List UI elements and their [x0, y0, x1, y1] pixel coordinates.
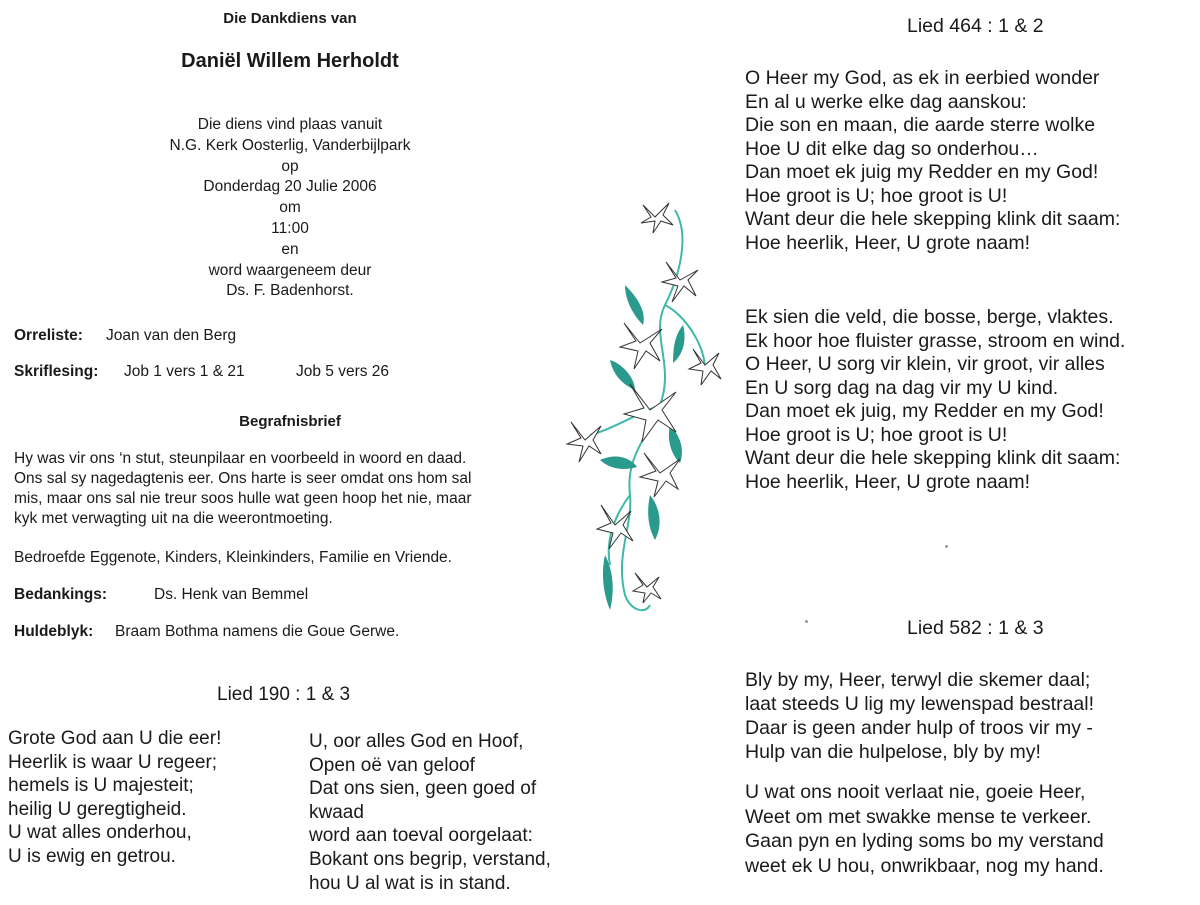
verse-line: Weet om met swakke mense te verkeer. [745, 805, 1092, 828]
obituary-line: Hy was vir ons ‘n stut, steunpilaar en voorbeeld in woord en daad. [14, 450, 467, 467]
verse-line: hou U al wat is in stand. [309, 872, 511, 894]
verse-line: hemels is U majesteit; [8, 775, 194, 797]
reading-label: Skriflesing: [14, 363, 99, 380]
verse-line: Hulp van die hulpelose, bly by my! [745, 741, 1041, 763]
verse-line: U wat ons nooit verlaat nie, goeie Heer, [745, 781, 1086, 803]
paper-speck [805, 620, 808, 623]
verse-line: U is ewig en getrou. [8, 845, 176, 867]
verse-line: Heerlik is waar U regeer; [8, 751, 218, 773]
reading-value-1: Job 1 vers 1 & 21 [124, 363, 245, 380]
verse-line: Bokant ons begrip, verstand, [309, 848, 551, 870]
organist-label: Orreliste: [14, 327, 83, 344]
lied-190-title: Lied 190 : 1 & 3 [217, 684, 351, 705]
verse-line: Open oë van geloof [309, 754, 475, 776]
organist-row [14, 327, 236, 345]
verse-line: Dat ons sien, geen goed of [309, 778, 537, 800]
service-subtitle: Die Dankdiens van [223, 10, 357, 27]
lied-464-title: Lied 464 : 1 & 2 [907, 15, 1044, 37]
thanks-label: Bedankings: [14, 586, 108, 603]
verse-line: Hoe U dit elke dag so onderhou… [745, 137, 1039, 160]
lied-190-verse-1 [8, 727, 221, 869]
verse-line: U, oor alles God en Hoof, [309, 731, 524, 752]
verse-line: kwaad [309, 801, 364, 823]
lied-582-verse-3 [745, 780, 1104, 878]
service-line: word waargeneem deur [208, 261, 372, 279]
lied-464-verse-2 [745, 306, 1125, 494]
organist-value: Joan van den Berg [106, 327, 237, 344]
lied-582-verse-1 [745, 668, 1094, 764]
verse-line: word aan toeval oorgelaat: [309, 825, 533, 847]
verse-line: Die son en maan, die aarde sterre wolke [745, 114, 1096, 136]
obituary-line: Ons sal sy nagedagtenis eer. Ons harte is seer omdat ons hom sal [14, 470, 472, 487]
verse-line: Ek sien die veld, die bosse, berge, vlaktes. [745, 306, 1114, 328]
lied-582-title: Lied 582 : 1 & 3 [907, 617, 1044, 639]
verse-line: Dan moet ek juig my Redder en my God! [745, 161, 1099, 183]
obituary-line: kyk met verwagting uit na die weerontmoeting. [14, 510, 333, 527]
tribute-label: Huldeblyk: [14, 623, 94, 640]
verse-line: Bly by my, Heer, terwyl die skemer daal; [745, 669, 1091, 691]
service-line: Ds. F. Badenhorst. [226, 282, 354, 300]
verse-line: En U sorg dag na dag vir my U kind. [745, 376, 1059, 399]
lied-190-verse-3 [309, 730, 551, 895]
verse-line: Hoe heerlik, Heer, U grote naam! [745, 470, 1031, 493]
verse-line: Daar is geen ander hulp of troos vir my - [745, 717, 1093, 739]
verse-line: weet ek U hou, onwrikbaar, nog my hand. [745, 854, 1104, 877]
verse-line: heilig U geregtigheid. [8, 798, 187, 820]
verse-line: Grote God aan U die eer! [8, 728, 222, 749]
obituary-text [14, 449, 554, 529]
thanks-value: Ds. Henk van Bemmel [154, 586, 309, 603]
verse-line: Hoe groot is U; hoe groot is U! [745, 423, 1008, 446]
paper-speck [945, 545, 948, 548]
service-line: Donderdag 20 Julie 2006 [203, 178, 377, 196]
tribute-value: Braam Bothma namens die Goue Gerwe. [115, 623, 400, 640]
service-details [90, 115, 490, 302]
service-line: op [281, 157, 299, 175]
verse-line: Want deur die hele skepping klink dit saam: [745, 447, 1121, 469]
family-line: Bedroefde Eggenote, Kinders, Kleinkinders, Familie en Vriende. [14, 549, 452, 566]
lied-464-verse-1 [745, 67, 1120, 255]
verse-line: En al u werke elke dag aanskou: [745, 90, 1027, 113]
obituary-title: Begrafnisbrief [239, 413, 341, 430]
verse-line: Want deur die hele skepping klink dit saam: [745, 208, 1121, 230]
service-line: 11:00 [271, 219, 309, 237]
deceased-name: Daniël Willem Herholdt [181, 50, 399, 72]
verse-line: Dan moet ek juig, my Redder en my God! [745, 400, 1104, 422]
service-line: N.G. Kerk Oosterlig, Vanderbijlpark [169, 136, 411, 154]
reading-value-2: Job 5 vers 26 [296, 363, 390, 380]
service-line: om [279, 199, 301, 217]
verse-line: U wat alles onderhou, [8, 822, 192, 844]
verse-line: Hoe heerlik, Heer, U grote naam! [745, 231, 1031, 254]
verse-line: O Heer my God, as ek in eerbied wonder [745, 67, 1100, 89]
verse-line: laat steeds U lig my lewenspad bestraal! [745, 693, 1095, 715]
tribute-row [14, 623, 399, 641]
thanks-row [14, 586, 308, 604]
verse-line: Gaan pyn en lyding soms bo my verstand [745, 830, 1104, 852]
verse-line: Hoe groot is U; hoe groot is U! [745, 184, 1008, 207]
service-line: Die diens vind plaas vanuit [197, 116, 383, 133]
verse-line: Ek hoor hoe fluister grasse, stroom en wind. [745, 329, 1126, 352]
verse-line: O Heer, U sorg vir klein, vir groot, vir alles [745, 353, 1105, 375]
reading-row [14, 363, 389, 381]
service-line: en [281, 240, 299, 258]
obituary-line: mis, maar ons sal nie treur soos hulle wat geen hoop het nie, maar [14, 490, 472, 507]
